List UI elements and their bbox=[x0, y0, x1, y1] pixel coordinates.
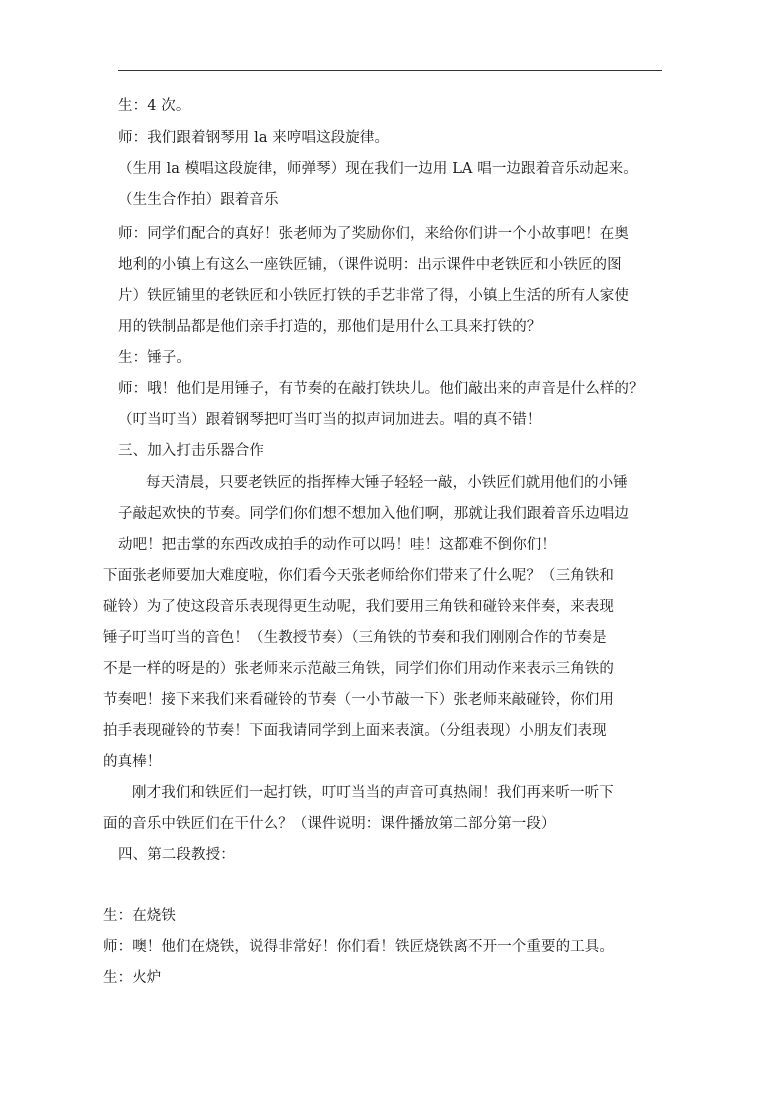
text-line: 锤子叮当叮当的音色！（生教授节奏）（三角铁的节奏和我们刚刚合作的节奏是 bbox=[103, 630, 607, 646]
text-line: 的真棒！ bbox=[103, 754, 162, 770]
text-line: 地利的小镇上有这么一座铁匠铺，（课件说明：出示课件中老铁匠和小铁匠的图 bbox=[118, 257, 622, 273]
text-line: 碰铃）为了使这段音乐表现得更生动呢，我们要用三角铁和碰铃来伴奏，来表现 bbox=[103, 599, 614, 615]
text-line: 拍手表现碰铃的节奏！下面我请同学到上面来表演。（分组表现）小朋友们表现 bbox=[103, 723, 607, 739]
text-line: 不是一样的呀是的）张老师来示范敲三角铁，同学们你们用动作来表示三角铁的 bbox=[103, 661, 614, 677]
section-heading: 三、加入打击乐器合作 bbox=[118, 443, 264, 459]
text-line: 师：我们跟着钢琴用 la 来哼唱这段旋律。 bbox=[118, 130, 390, 146]
section-heading: 四、第二段教授： bbox=[118, 847, 235, 863]
text-line: 子敲起欢快的节奏。同学们你们想不想加入他们啊，那就让我们跟着音乐边唱边 bbox=[118, 506, 629, 522]
text-line: 生：锤子。 bbox=[118, 350, 191, 366]
text-line: （叮当叮当）跟着钢琴把叮当叮当的拟声词加进去。唱的真不错！ bbox=[118, 412, 542, 428]
text-line: （生生合作拍）跟着音乐 bbox=[118, 192, 279, 208]
text-line: （生用 la 模唱这段旋律，师弹琴）现在我们一边用 LA 唱一边跟着音乐动起来。 bbox=[118, 161, 638, 177]
text-line: 节奏吧！接下来我们来看碰铃的节奏（一小节敲一下）张老师来敲碰铃，你们用 bbox=[103, 692, 614, 708]
header-rule bbox=[118, 70, 662, 71]
text-line: 生：4 次。 bbox=[118, 98, 191, 114]
text-line: 面的音乐中铁匠们在干什么？（课件说明：课件播放第二部分第一段） bbox=[103, 816, 556, 832]
text-line: 师：哦！他们是用锤子，有节奏的在敲打铁块儿。他们敲出来的声音是什么样的？ bbox=[118, 381, 644, 397]
text-line: 师：噢！他们在烧铁，说得非常好！你们看！铁匠烧铁离不开一个重要的工具。 bbox=[103, 939, 614, 955]
text-line: 下面张老师要加大难度啦，你们看今天张老师给你们带来了什么呢？（三角铁和 bbox=[103, 568, 614, 584]
text-line: 动吧！把击掌的东西改成拍手的动作可以吗！哇！这都难不倒你们！ bbox=[118, 537, 556, 553]
text-line: 师：同学们配合的真好！张老师为了奖励你们，来给你们讲一个小故事吧！在奥 bbox=[118, 226, 629, 242]
text-line: 生：在烧铁 bbox=[103, 908, 176, 924]
text-line: 片）铁匠铺里的老铁匠和小铁匠打铁的手艺非常了得，小镇上生活的所有人家使 bbox=[118, 288, 629, 304]
text-line: 用的铁制品都是他们亲手打造的，那他们是用什么工具来打铁的？ bbox=[118, 319, 542, 335]
text-line: 刚才我们和铁匠们一起打铁，叮叮当当的声音可真热闹！我们再来听一听下 bbox=[132, 785, 614, 801]
text-line: 生：火炉 bbox=[103, 970, 162, 986]
text-line: 每天清晨，只要老铁匠的指挥棒大锤子轻轻一敲，小铁匠们就用他们的小锤 bbox=[146, 475, 628, 491]
